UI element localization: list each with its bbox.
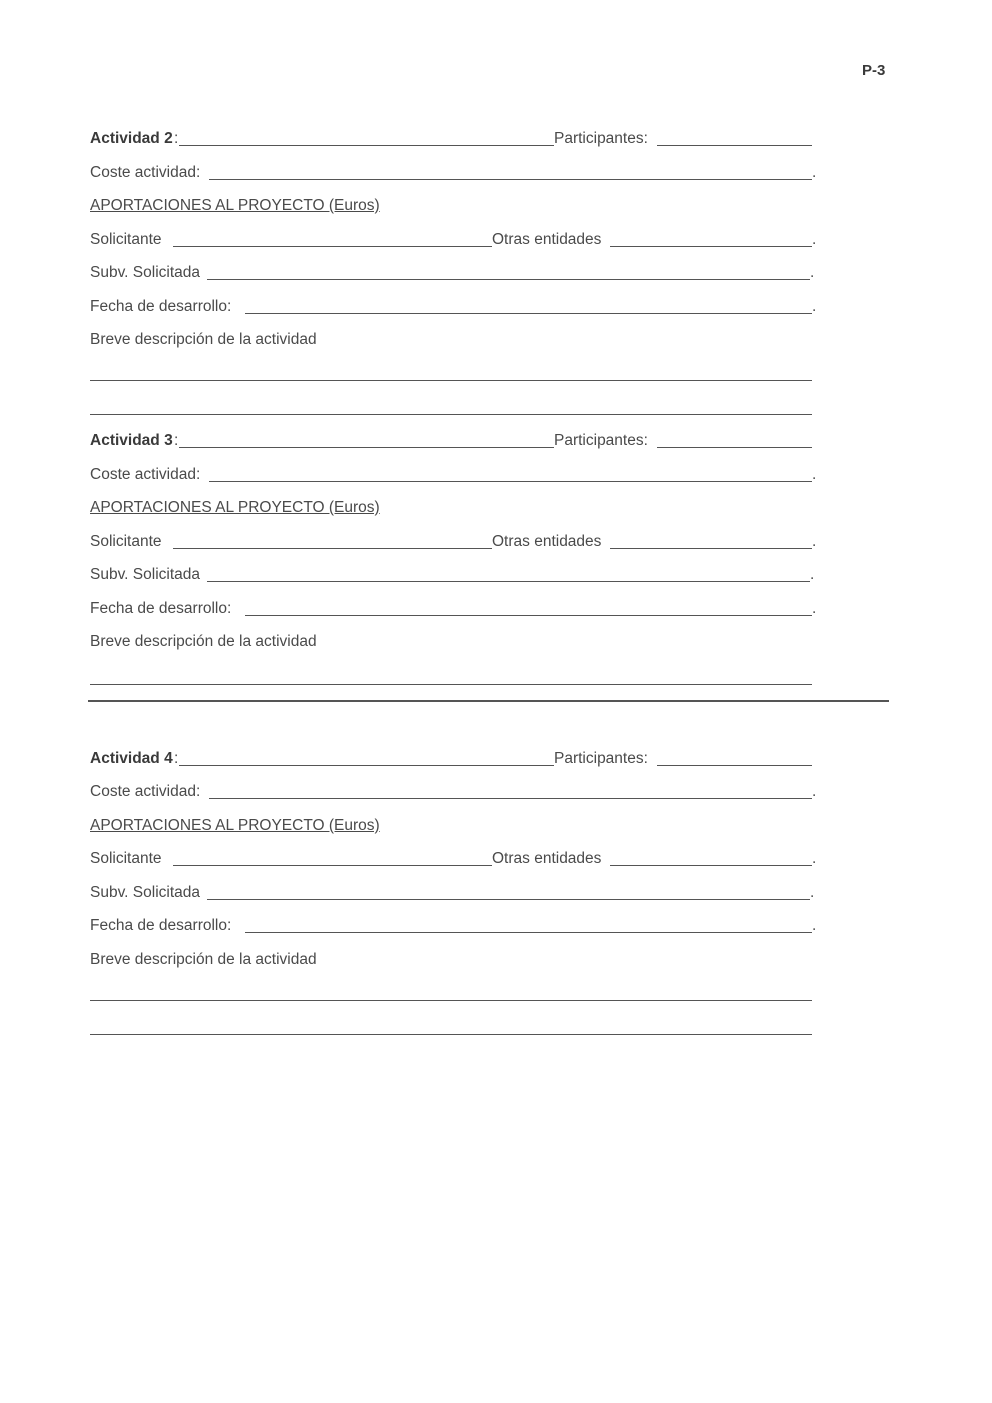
end-dot: .	[812, 164, 817, 181]
participants-field[interactable]	[657, 447, 812, 448]
subsidy-field[interactable]	[207, 899, 810, 900]
applicant-field[interactable]	[173, 865, 492, 866]
other-entities-field[interactable]	[610, 865, 812, 866]
participants-label: Participantes:	[554, 750, 648, 767]
applicant-field[interactable]	[173, 548, 492, 549]
other-entities-field[interactable]	[610, 548, 812, 549]
end-dot: .	[810, 884, 815, 901]
cost-label: Coste actividad:	[90, 783, 201, 800]
page-number: P-3	[862, 62, 886, 79]
date-label: Fecha de desarrollo:	[90, 917, 232, 934]
description-label: Breve descripción de la actividad	[90, 951, 317, 968]
end-dot: .	[812, 298, 817, 315]
subsidy-field[interactable]	[207, 279, 810, 280]
activity-name-field[interactable]	[179, 145, 554, 146]
activity-name-field[interactable]	[179, 447, 554, 448]
description-label: Breve descripción de la actividad	[90, 331, 317, 348]
contributions-heading: APORTACIONES AL PROYECTO (Euros)	[90, 197, 380, 214]
cost-field[interactable]	[209, 481, 812, 482]
activity-title: Actividad 2	[90, 130, 173, 147]
end-dot: .	[812, 850, 817, 867]
date-field[interactable]	[245, 932, 812, 933]
end-dot: .	[812, 533, 817, 550]
activity-name-field[interactable]	[179, 765, 554, 766]
end-dot: .	[812, 783, 817, 800]
subsidy-field[interactable]	[207, 581, 810, 582]
other-entities-label: Otras entidades	[492, 850, 602, 867]
subsidy-label: Subv. Solicitada	[90, 566, 200, 583]
applicant-field[interactable]	[173, 246, 492, 247]
contributions-heading: APORTACIONES AL PROYECTO (Euros)	[90, 499, 380, 516]
colon: :	[174, 750, 179, 767]
date-field[interactable]	[245, 313, 812, 314]
end-dot: .	[812, 917, 817, 934]
cost-field[interactable]	[209, 179, 812, 180]
activity-title: Actividad 3	[90, 432, 173, 449]
cost-label: Coste actividad:	[90, 164, 201, 181]
end-dot: .	[810, 566, 815, 583]
applicant-label: Solicitante	[90, 533, 162, 550]
cost-label: Coste actividad:	[90, 466, 201, 483]
end-dot: .	[812, 600, 817, 617]
cost-field[interactable]	[209, 798, 812, 799]
end-dot: .	[810, 264, 815, 281]
activity-title: Actividad 4	[90, 750, 173, 767]
end-dot: .	[812, 231, 817, 248]
participants-label: Participantes:	[554, 432, 648, 449]
date-label: Fecha de desarrollo:	[90, 298, 232, 315]
subsidy-label: Subv. Solicitada	[90, 884, 200, 901]
description-line-1[interactable]	[90, 684, 812, 685]
subsidy-label: Subv. Solicitada	[90, 264, 200, 281]
contributions-heading: APORTACIONES AL PROYECTO (Euros)	[90, 817, 380, 834]
applicant-label: Solicitante	[90, 850, 162, 867]
participants-field[interactable]	[657, 765, 812, 766]
colon: :	[174, 130, 179, 147]
end-dot: .	[812, 466, 817, 483]
other-entities-label: Otras entidades	[492, 231, 602, 248]
date-label: Fecha de desarrollo:	[90, 600, 232, 617]
participants-label: Participantes:	[554, 130, 648, 147]
date-field[interactable]	[245, 615, 812, 616]
description-line-1[interactable]	[90, 380, 812, 381]
other-entities-label: Otras entidades	[492, 533, 602, 550]
participants-field[interactable]	[657, 145, 812, 146]
description-label: Breve descripción de la actividad	[90, 633, 317, 650]
description-line-2[interactable]	[90, 414, 812, 415]
section-separator	[88, 700, 889, 702]
other-entities-field[interactable]	[610, 246, 812, 247]
description-line-2[interactable]	[90, 1034, 812, 1035]
description-line-1[interactable]	[90, 1000, 812, 1001]
colon: :	[174, 432, 179, 449]
applicant-label: Solicitante	[90, 231, 162, 248]
